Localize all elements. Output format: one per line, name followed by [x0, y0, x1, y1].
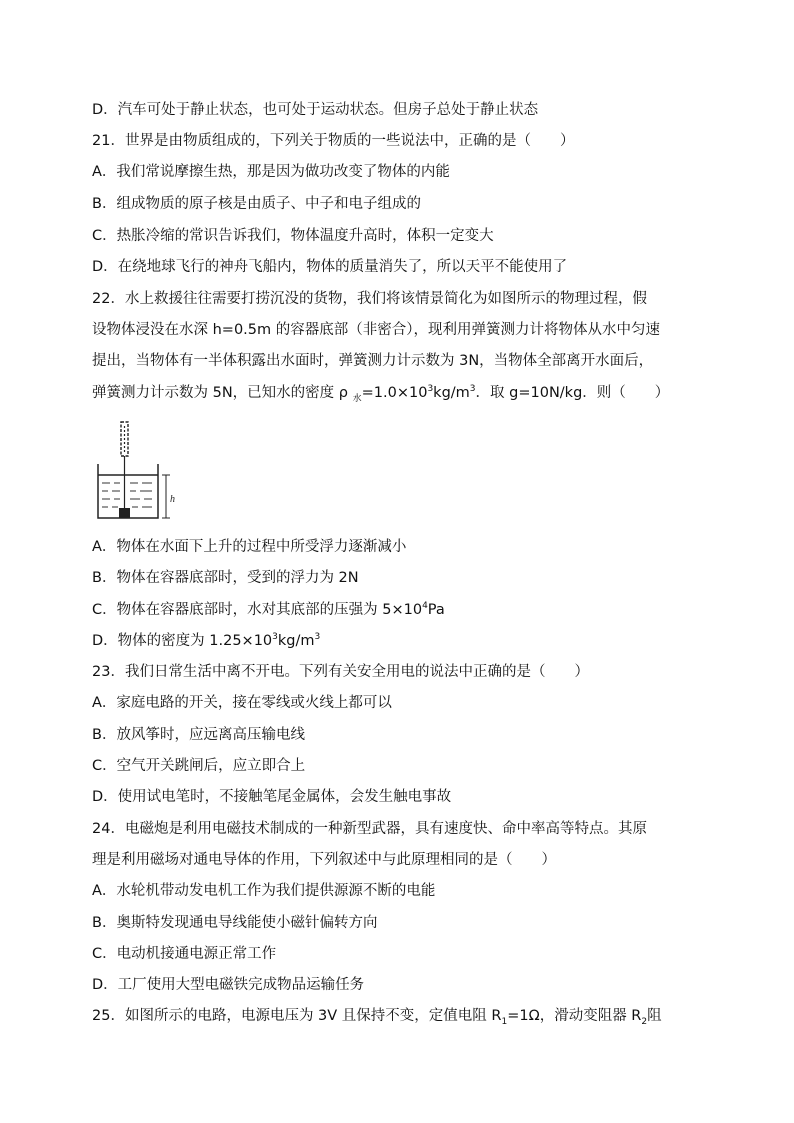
q21-option-d: D．在绕地球飞行的神舟飞船内，物体的质量消失了，所以天平不能使用了: [92, 259, 568, 275]
q22-option-a: A．物体在水面下上升的过程中所受浮力逐渐减小: [92, 539, 407, 555]
r2-subscript: 2: [641, 1016, 648, 1027]
q24-stem-line1: 24．电磁炮是利用电磁技术制成的一种新型武器，具有速度快、命中率高等特点。其原: [92, 821, 647, 837]
q20-option-d: D．汽车可处于静止状态，也可处于运动状态。但房子总处于静止状态: [92, 102, 539, 118]
q22-figure: [96, 420, 186, 528]
q23-option-c: C．空气开关跳闸后，应立即合上: [92, 758, 306, 774]
q22-option-d-unit-exponent: 3: [314, 632, 321, 643]
q22-option-d: [92, 631, 320, 651]
water-subscript: 水: [352, 393, 362, 404]
q22-stem-line1: 22．水上救援往往需要打捞沉没的货物，我们将该情景简化为如图所示的物理过程，假: [92, 291, 647, 307]
q22-option-c-exponent: 4: [422, 601, 428, 612]
q22-density-unit: kg/m: [433, 385, 470, 401]
q23-option-a: A．家庭电路的开关，接在零线或火线上都可以: [92, 695, 392, 711]
q24-option-b: B．奥斯特发现通电导线能使小磁针偏转方向: [92, 915, 378, 931]
q25-stem: [92, 1006, 662, 1026]
depth-label-h: h: [170, 494, 175, 505]
q22-option-c-unit: Pa: [427, 602, 445, 618]
submerged-object: [119, 508, 130, 518]
q22-stem-line2: 设物体浸没在水深 h=0.5m 的容器底部（非密合），现利用弹簧测力计将物体从水中匀速: [92, 322, 660, 338]
q23-option-b: B．放风筝时，应远离高压输电线: [92, 727, 305, 743]
q22-option-b: B．物体在容器底部时，受到的浮力为 2N: [92, 570, 359, 586]
q25-stem-middle: =1Ω，滑动变阻器 R: [507, 1008, 642, 1024]
q22-unit-exponent: 3: [469, 384, 476, 395]
q24-option-c: C．电动机接通电源正常工作: [92, 946, 277, 962]
r1-subscript: 1: [501, 1016, 508, 1027]
q25-stem-end: 阻: [647, 1008, 662, 1024]
water-pattern: [102, 483, 152, 507]
q23-option-d: D．使用试电笔时，不接触笔尾金属体，会发生触电事故: [92, 789, 452, 805]
q24-option-a: A．水轮机带动发电机工作为我们提供源源不断的电能: [92, 883, 436, 899]
q22-stem-line4-text: 弹簧测力计示数为 5N，已知水的密度 ρ: [92, 385, 353, 401]
q22-stem-end: ．取 g=10N/kg．则（ ）: [475, 385, 670, 401]
q22-option-d-text: D．物体的密度为 1.25×10: [92, 633, 273, 649]
q22-stem-line3: 提出，当物体有一半体积露出水面时，弹簧测力计示数为 3N，当物体全部离开水面后，: [92, 353, 654, 369]
q24-stem-line2: 理是利用磁场对通电导体的作用，下列叙述中与此原理相同的是（ ）: [92, 852, 556, 868]
q24-option-d: D．工厂使用大型电磁铁完成物品运输任务: [92, 977, 365, 993]
q21-option-c: C．热胀冷缩的常识告诉我们，物体温度升高时，体积一定变大: [92, 228, 494, 244]
q22-exponent: 3: [427, 384, 434, 395]
q21-option-a: A．我们常说摩擦生热，那是因为做功改变了物体的内能: [92, 164, 450, 180]
q21-option-b: B．组成物质的原子核是由质子、中子和电子组成的: [92, 196, 421, 212]
container-spring-scale-diagram: [96, 420, 186, 524]
q22-option-c: [92, 600, 445, 620]
q23-stem: 23．我们日常生活中离不开电。下列有关安全用电的说法中正确的是（ ）: [92, 664, 589, 680]
q22-option-d-exponent: 3: [272, 632, 278, 643]
q22-option-d-unit: kg/m: [277, 633, 315, 649]
q22-stem-line4: [92, 383, 669, 403]
q22-option-c-text: C．物体在容器底部时，水对其底部的压强为 5×10: [92, 602, 423, 618]
q22-density-value: =1.0×10: [361, 385, 428, 401]
q25-stem-text: 25．如图所示的电路，电源电压为 3V 且保持不变，定值电阻 R: [92, 1008, 502, 1024]
q21-stem: 21．世界是由物质组成的，下列关于物质的一些说法中，正确的是（ ）: [92, 133, 575, 149]
